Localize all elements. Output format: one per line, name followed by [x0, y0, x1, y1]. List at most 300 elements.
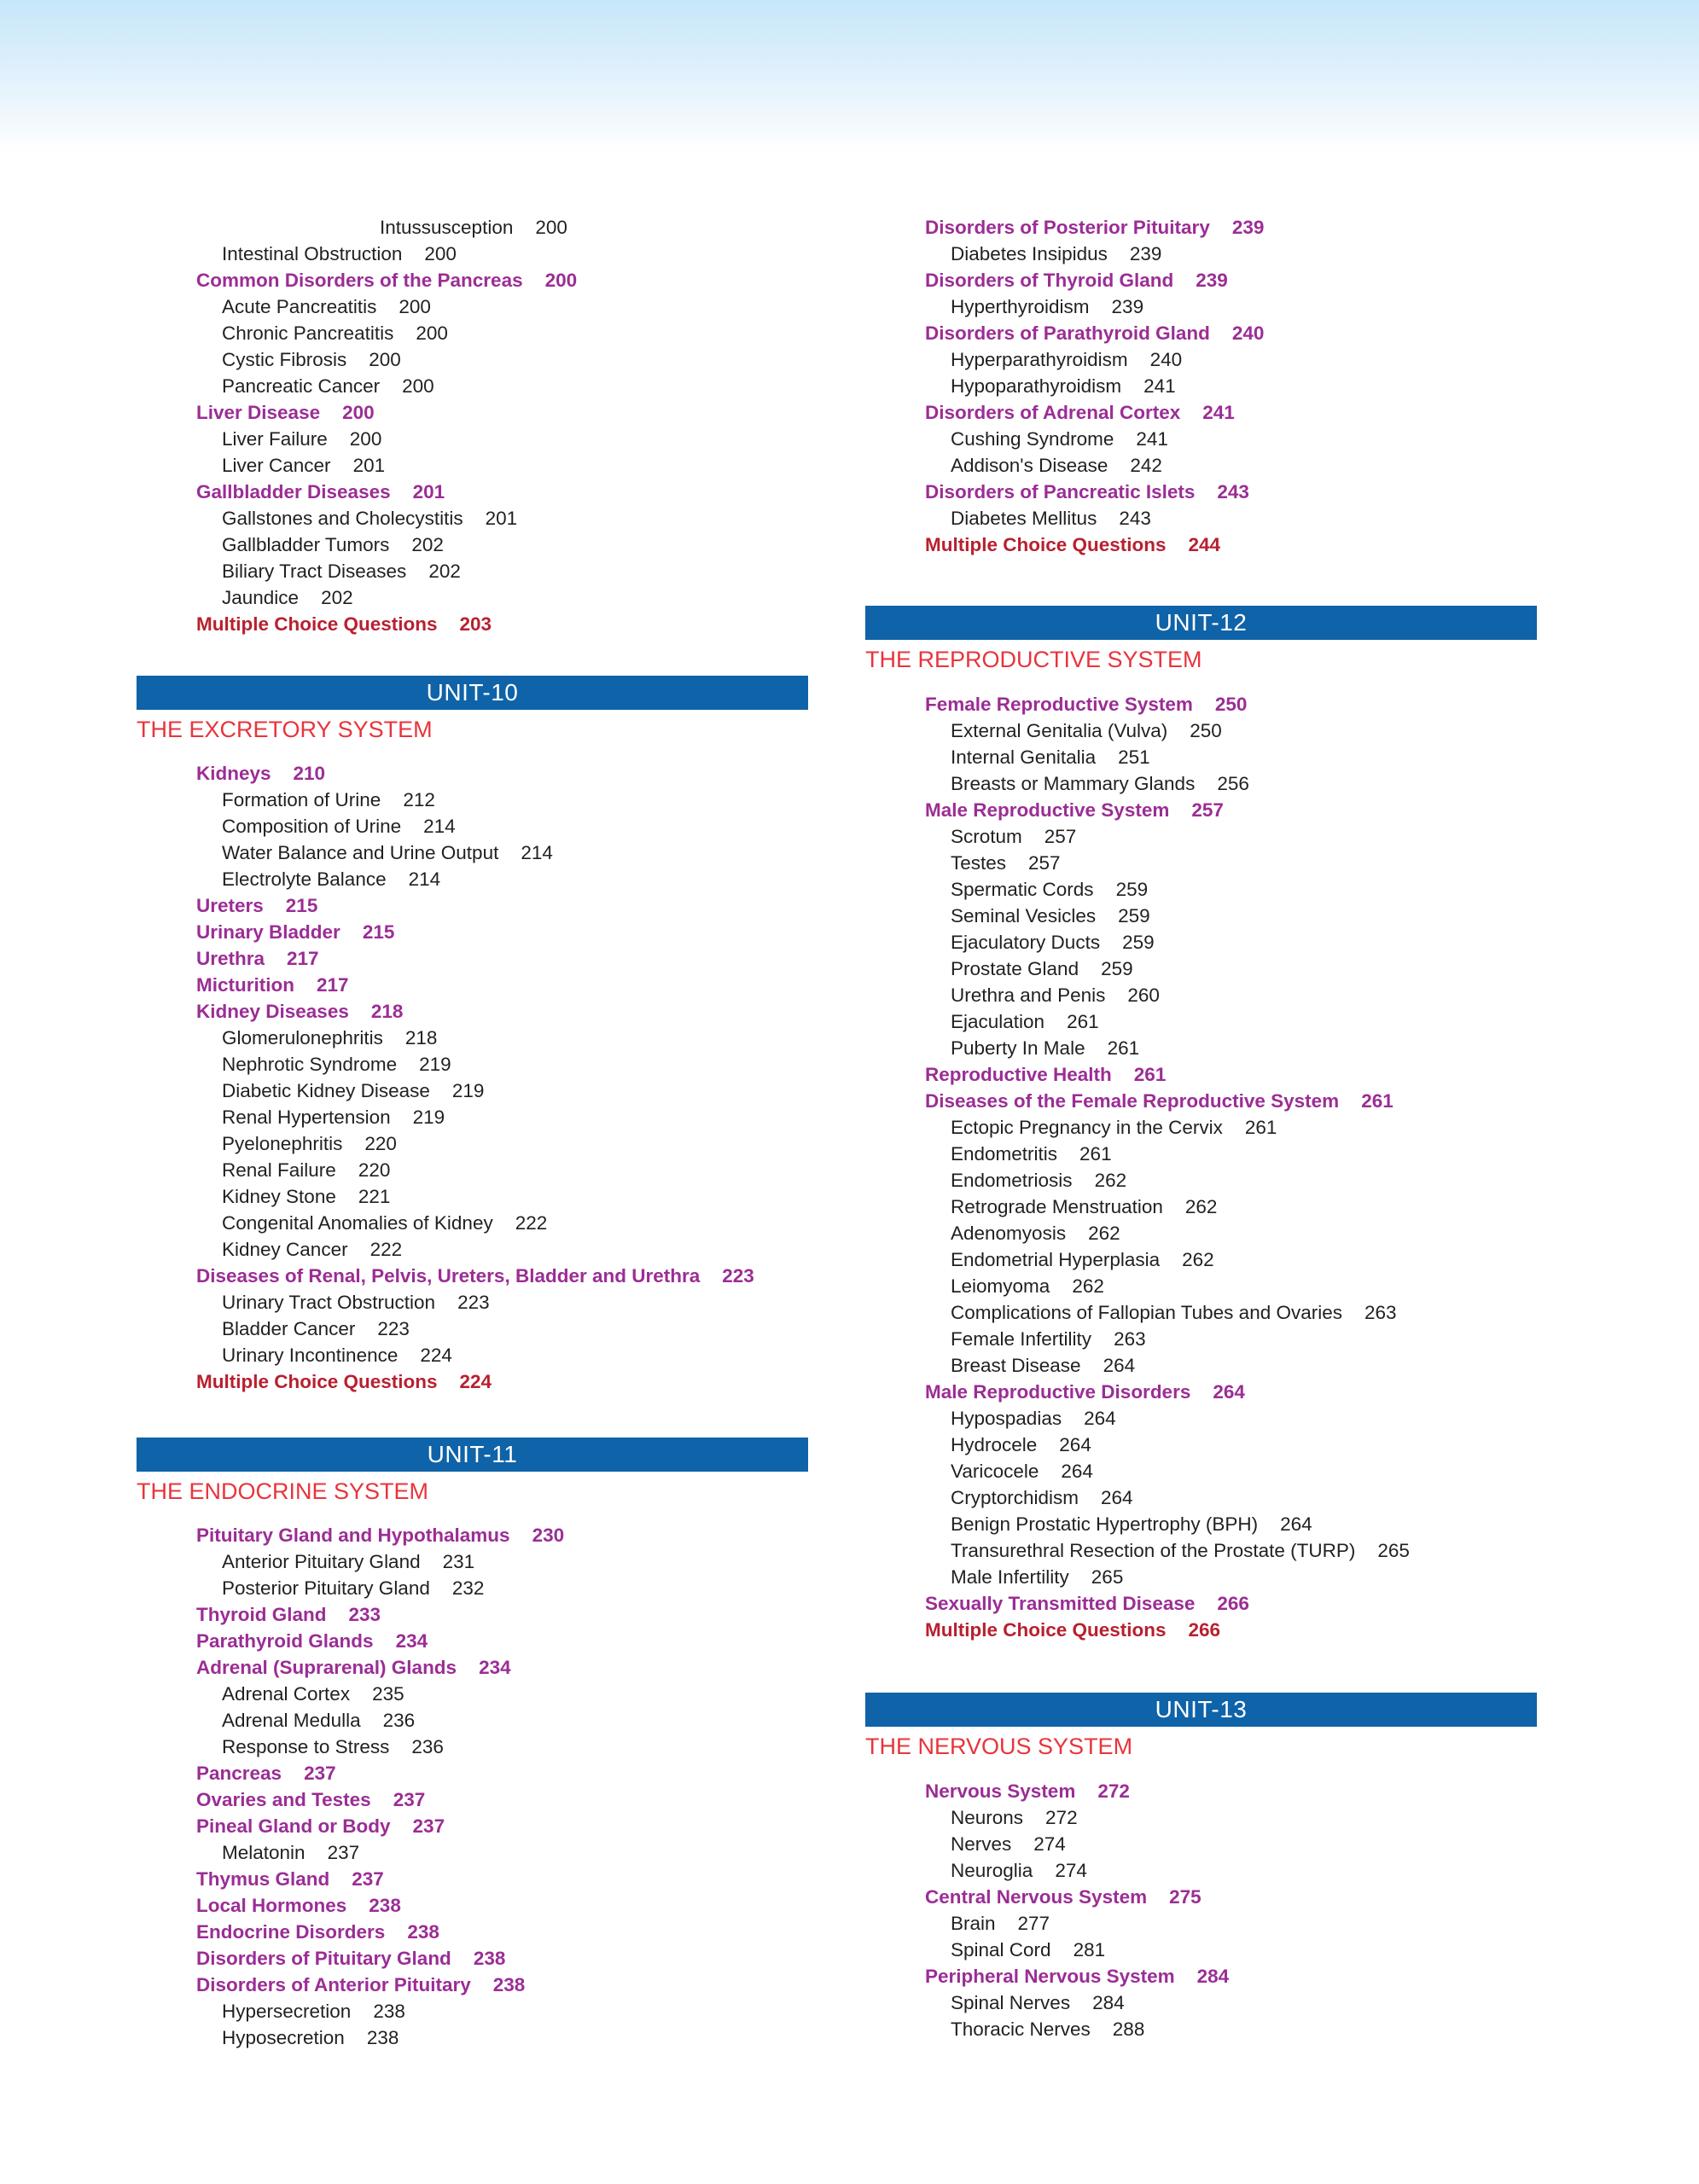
toc-entry-title: Multiple Choice Questions: [196, 1371, 438, 1392]
toc-subentry[interactable]: [865, 1937, 1539, 1963]
toc-section-entry[interactable]: [865, 1884, 1539, 1910]
toc-section-entry[interactable]: [137, 267, 811, 293]
toc-page-number: 220: [358, 1159, 391, 1181]
toc-page-number: 239: [1231, 217, 1265, 238]
toc-section-entry[interactable]: [137, 1654, 811, 1681]
toc-mcq-entry[interactable]: [137, 611, 811, 637]
toc-subentry[interactable]: [137, 1236, 811, 1263]
toc-subentry[interactable]: [137, 1707, 811, 1734]
toc-page-number: 243: [1119, 508, 1151, 529]
toc-section-entry[interactable]: [865, 1590, 1539, 1617]
toc-subentry[interactable]: [137, 531, 811, 558]
toc-entry-title: Melatonin: [222, 1842, 305, 1863]
toc-subentry[interactable]: [137, 505, 811, 531]
toc-page-number: 261: [1361, 1090, 1394, 1112]
toc-entry-title: Hyperthyroidism: [951, 296, 1090, 317]
toc-entry-title: Male Reproductive Disorders: [925, 1381, 1191, 1403]
toc-entry-title: Disorders of Thyroid Gland: [925, 270, 1174, 291]
toc-page-number: 200: [399, 296, 431, 317]
toc-page-number: 218: [370, 1001, 404, 1022]
toc-page-number: 237: [327, 1842, 360, 1863]
toc-subentry[interactable]: [137, 1548, 811, 1575]
continued-toc-list: [137, 214, 811, 637]
toc-entry-title: Thoracic Nerves: [951, 2018, 1091, 2040]
unit-13-toc-list: [865, 1778, 1539, 2042]
toc-page-number: 241: [1202, 402, 1235, 423]
toc-entry-title: Disorders of Adrenal Cortex: [925, 402, 1181, 423]
toc-subentry[interactable]: [137, 426, 811, 452]
toc-page-number: 263: [1114, 1328, 1146, 1350]
toc-subentry[interactable]: [137, 320, 811, 346]
toc-section-entry[interactable]: [865, 1778, 1539, 1804]
toc-entry-title: Urinary Incontinence: [222, 1345, 399, 1366]
toc-page-number: 238: [492, 1974, 526, 1995]
toc-entry-title: Nephrotic Syndrome: [222, 1054, 398, 1075]
unit-12-toc-list: [865, 691, 1539, 1643]
toc-subentry[interactable]: [865, 1831, 1539, 1857]
toc-subentry[interactable]: [865, 1910, 1539, 1937]
toc-page-number: 236: [382, 1710, 416, 1731]
toc-entry-title: Hypersecretion: [222, 2001, 352, 2022]
toc-section-entry[interactable]: [137, 479, 811, 505]
toc-subentry[interactable]: [137, 1051, 811, 1077]
unit-11-toc-list: [137, 1522, 811, 2051]
toc-subentry[interactable]: [137, 1183, 811, 1210]
toc-page-number: 259: [1101, 958, 1133, 979]
toc-subentry[interactable]: [865, 1857, 1539, 1884]
toc-entry-title: Composition of Urine: [222, 816, 402, 837]
toc-subentry[interactable]: [865, 373, 1539, 399]
toc-subentry[interactable]: [865, 1035, 1539, 1061]
toc-page-number: 262: [1094, 1170, 1127, 1191]
toc-page-number: 244: [1188, 534, 1221, 555]
toc-subentry[interactable]: [865, 1220, 1539, 1246]
toc-section-entry[interactable]: [137, 1522, 811, 1548]
toc-section-entry[interactable]: [137, 1945, 811, 1972]
toc-subentry[interactable]: [137, 839, 811, 866]
toc-section-entry[interactable]: [137, 1628, 811, 1654]
toc-page-number: 262: [1072, 1275, 1104, 1297]
toc-entry-title: Ovaries and Testes: [196, 1789, 371, 1810]
toc-entry-title: Female Infertility: [951, 1328, 1092, 1350]
toc-entry-title: Diseases of the Female Reproductive System: [925, 1090, 1340, 1112]
toc-page-number: 237: [412, 1815, 445, 1837]
toc-page-number: 212: [403, 789, 435, 810]
toc-section-entry[interactable]: [865, 267, 1539, 293]
toc-section-entry[interactable]: [137, 1866, 811, 1892]
toc-entry-title: Pituitary Gland and Hypothalamus: [196, 1525, 510, 1546]
toc-subentry[interactable]: [137, 1104, 811, 1130]
toc-entry-title: Multiple Choice Questions: [196, 613, 438, 635]
toc-entry-title: Benign Prostatic Hypertrophy (BPH): [951, 1513, 1259, 1535]
toc-entry-title: Retrograde Menstruation: [951, 1196, 1163, 1217]
toc-mcq-entry[interactable]: [865, 1617, 1539, 1643]
toc-section-entry[interactable]: [865, 1061, 1539, 1088]
toc-section-entry[interactable]: [137, 1786, 811, 1813]
toc-subentry[interactable]: [865, 241, 1539, 267]
toc-page-number: 250: [1190, 720, 1222, 741]
toc-entry-title: Pancreatic Cancer: [222, 375, 381, 397]
toc-entry-title: Neurons: [951, 1807, 1024, 1828]
toc-subentry[interactable]: [137, 1734, 811, 1760]
toc-section-entry[interactable]: [137, 1760, 811, 1786]
toc-entry-title: Response to Stress: [222, 1736, 390, 1757]
toc-entry-title: Intussusception: [380, 217, 514, 238]
toc-subentry[interactable]: [865, 1273, 1539, 1299]
toc-subentry[interactable]: [865, 850, 1539, 876]
toc-subentry[interactable]: [865, 1511, 1539, 1537]
toc-section-entry[interactable]: [137, 1972, 811, 1998]
toc-section-entry[interactable]: [137, 399, 811, 426]
toc-entry-title: Cushing Syndrome: [951, 428, 1114, 450]
toc-subentry[interactable]: [865, 1299, 1539, 1326]
toc-subentry[interactable]: [865, 1141, 1539, 1167]
toc-entry-title: Liver Cancer: [222, 455, 331, 476]
toc-entry-title: Addison's Disease: [951, 455, 1108, 476]
toc-page-number: 214: [521, 842, 553, 863]
toc-page-number: 237: [393, 1789, 426, 1810]
toc-subentry[interactable]: [865, 903, 1539, 929]
toc-page-number: 262: [1184, 1196, 1218, 1217]
toc-page-number: 264: [1103, 1355, 1136, 1376]
toc-section-entry[interactable]: [137, 892, 811, 919]
toc-entry-title: Disorders of Anterior Pituitary: [196, 1974, 471, 1995]
toc-entry-title: Urinary Tract Obstruction: [222, 1292, 436, 1313]
toc-subentry[interactable]: [137, 1289, 811, 1316]
toc-page-number: 288: [1112, 2018, 1145, 2040]
toc-entry-title: Renal Failure: [222, 1159, 336, 1181]
toc-entry-title: Cystic Fibrosis: [222, 349, 347, 370]
toc-subentry[interactable]: [865, 956, 1539, 982]
toc-subentry[interactable]: [137, 1681, 811, 1707]
toc-page-number: 272: [1045, 1807, 1078, 1828]
toc-section-entry[interactable]: [865, 691, 1539, 717]
toc-subentry[interactable]: [865, 1458, 1539, 1484]
toc-page-number: 220: [364, 1133, 397, 1154]
toc-subentry[interactable]: [137, 2024, 811, 2051]
toc-page-number: 238: [366, 2027, 399, 2048]
toc-entry-title: Brain: [951, 1913, 996, 1934]
toc-page-number: 238: [369, 1895, 401, 1916]
continued-toc-list-right: [865, 214, 1539, 558]
toc-entry-title: Neuroglia: [951, 1860, 1033, 1881]
toc-page-number: 202: [411, 534, 444, 555]
toc-page-number: 231: [442, 1551, 475, 1572]
toc-page-number: 262: [1182, 1249, 1214, 1270]
toc-page-number: 272: [1097, 1780, 1130, 1802]
toc-entry-title: Jaundice: [222, 587, 300, 608]
toc-page-number: 265: [1091, 1566, 1124, 1588]
toc-page-number: 238: [373, 2001, 405, 2022]
toc-subentry[interactable]: [865, 1564, 1539, 1590]
toc-section-entry[interactable]: [865, 479, 1539, 505]
toc-page-number: 251: [1118, 746, 1150, 768]
toc-page-number: 284: [1196, 1966, 1230, 1987]
toc-mcq-entry[interactable]: [137, 1368, 811, 1395]
toc-page-number: 219: [451, 1080, 485, 1101]
unit-12-title: THE REPRODUCTIVE SYSTEM: [865, 647, 1202, 672]
toc-section-entry[interactable]: [137, 998, 811, 1025]
toc-entry-title: Reproductive Health: [925, 1064, 1112, 1085]
toc-page-number: 266: [1217, 1593, 1249, 1614]
toc-entry-title: Prostate Gland: [951, 958, 1079, 979]
toc-page-number: 201: [412, 481, 445, 502]
toc-subentry[interactable]: [865, 1326, 1539, 1352]
toc-subentry[interactable]: [865, 1484, 1539, 1511]
toc-entry-title: Pancreas: [196, 1763, 282, 1784]
toc-subentry[interactable]: [137, 1025, 811, 1051]
toc-subentry[interactable]: [865, 982, 1539, 1008]
toc-entry-title: Scrotum: [951, 826, 1022, 847]
toc-page-number: 264: [1059, 1434, 1091, 1455]
toc-subentry[interactable]: [865, 1537, 1539, 1564]
toc-entry-title: Pyelonephritis: [222, 1133, 343, 1154]
toc-subentry[interactable]: [865, 876, 1539, 903]
toc-entry-title: Acute Pancreatitis: [222, 296, 377, 317]
toc-entry-title: Endometritis: [951, 1143, 1058, 1165]
toc-subentry[interactable]: [865, 426, 1539, 452]
toc-entry-title: Adrenal (Suprarenal) Glands: [196, 1657, 457, 1678]
toc-page-number: 262: [1088, 1223, 1120, 1244]
unit-10-toc-list: [137, 760, 811, 1395]
toc-entry-title: Micturition: [196, 974, 294, 996]
toc-entry-title: Formation of Urine: [222, 789, 381, 810]
toc-page-number: 259: [1115, 879, 1149, 900]
toc-subentry[interactable]: [865, 1194, 1539, 1220]
toc-subentry[interactable]: [865, 452, 1539, 479]
toc-subentry[interactable]: [865, 1432, 1539, 1458]
toc-subentry[interactable]: [865, 1804, 1539, 1831]
toc-entry-title: Breasts or Mammary Glands: [951, 773, 1196, 794]
toc-subentry[interactable]: [865, 346, 1539, 373]
toc-entry-title: Diabetes Insipidus: [951, 243, 1108, 264]
unit-12-header: UNIT-12: [865, 606, 1537, 640]
toc-subentry[interactable]: [137, 1210, 811, 1236]
toc-subentry[interactable]: [137, 813, 811, 839]
toc-page-number: 257: [1044, 826, 1077, 847]
toc-entry-title: Adrenal Cortex: [222, 1683, 351, 1705]
toc-subentry[interactable]: [137, 1130, 811, 1157]
toc-page-number: 222: [369, 1239, 403, 1260]
toc-section-entry[interactable]: [137, 919, 811, 945]
toc-entry-title: Varicocele: [951, 1461, 1039, 1482]
toc-entry-title: Hypospadias: [951, 1408, 1062, 1429]
toc-entry-title: Gallbladder Tumors: [222, 534, 390, 555]
toc-page-number: 235: [372, 1683, 404, 1705]
toc-subentry[interactable]: [865, 2016, 1539, 2042]
toc-subentry[interactable]: [865, 1008, 1539, 1035]
unit-13-title: THE NERVOUS SYSTEM: [865, 1734, 1133, 1759]
toc-page-number: 242: [1130, 455, 1162, 476]
toc-entry-title: Disorders of Posterior Pituitary: [925, 217, 1210, 238]
toc-page-number: 234: [479, 1657, 511, 1678]
toc-subentry[interactable]: [865, 1114, 1539, 1141]
toc-subentry[interactable]: [137, 1575, 811, 1601]
toc-section-entry[interactable]: [137, 1601, 811, 1628]
toc-entry-title: Spinal Nerves: [951, 1992, 1071, 2013]
toc-page-number: 239: [1196, 270, 1228, 291]
toc-entry-title: Thymus Gland: [196, 1868, 330, 1890]
toc-subentry[interactable]: [865, 1167, 1539, 1194]
toc-entry-title: Diabetic Kidney Disease: [222, 1080, 430, 1101]
toc-mcq-entry[interactable]: [865, 531, 1539, 558]
toc-section-entry[interactable]: [865, 1963, 1539, 1989]
toc-page-number: 223: [457, 1292, 490, 1313]
toc-section-entry[interactable]: [137, 1892, 811, 1919]
toc-entry-title: Glomerulonephritis: [222, 1027, 383, 1048]
toc-entry-title: Nervous System: [925, 1780, 1076, 1802]
toc-entry-title: Nerves: [951, 1833, 1012, 1855]
toc-entry-title: Spermatic Cords: [951, 879, 1094, 900]
toc-entry-title: Adrenal Medulla: [222, 1710, 361, 1731]
toc-page-number: 221: [358, 1186, 391, 1207]
toc-subentry[interactable]: [865, 770, 1539, 797]
toc-entry-title: Female Reproductive System: [925, 694, 1193, 715]
toc-page-number: 257: [1191, 799, 1224, 821]
toc-subentry[interactable]: [865, 1352, 1539, 1379]
toc-page-number: 200: [342, 402, 375, 423]
toc-page-number: 241: [1143, 375, 1176, 397]
toc-section-entry[interactable]: [137, 1919, 811, 1945]
toc-entry-title: Congenital Anomalies of Kidney: [222, 1212, 493, 1234]
toc-subentry[interactable]: [137, 214, 811, 241]
toc-entry-title: Liver Failure: [222, 428, 328, 450]
toc-subentry[interactable]: [137, 558, 811, 584]
toc-section-entry[interactable]: [137, 1263, 811, 1289]
toc-subentry[interactable]: [137, 241, 811, 267]
toc-page-number: 237: [304, 1763, 336, 1784]
toc-subentry[interactable]: [865, 823, 1539, 850]
toc-page-number: 202: [321, 587, 353, 608]
toc-page-number: 200: [424, 243, 457, 264]
toc-page-number: 264: [1101, 1487, 1133, 1508]
toc-entry-title: Hyperparathyroidism: [951, 349, 1128, 370]
toc-page-number: 200: [544, 270, 578, 291]
toc-section-entry[interactable]: [865, 1088, 1539, 1114]
toc-entry-title: Testes: [951, 852, 1007, 874]
toc-page-number: 266: [1188, 1619, 1221, 1641]
toc-section-entry[interactable]: [137, 972, 811, 998]
toc-subentry[interactable]: [137, 346, 811, 373]
toc-entry-title: Diabetes Mellitus: [951, 508, 1097, 529]
toc-page-number: 240: [1231, 322, 1265, 344]
toc-entry-title: Puberty In Male: [951, 1037, 1085, 1059]
toc-subentry[interactable]: [865, 717, 1539, 744]
toc-section-entry[interactable]: [865, 399, 1539, 426]
toc-page-number: 264: [1280, 1513, 1312, 1535]
toc-entry-title: Ejaculatory Ducts: [951, 932, 1101, 953]
toc-page-number: 261: [1107, 1037, 1140, 1059]
toc-subentry[interactable]: [865, 293, 1539, 320]
toc-page-number: 234: [395, 1630, 428, 1652]
toc-page-number: 261: [1067, 1011, 1099, 1032]
toc-page-number: 201: [485, 508, 518, 529]
toc-entry-title: Water Balance and Urine Output: [222, 842, 499, 863]
toc-page-number: 233: [348, 1604, 381, 1625]
toc-page-number: 224: [420, 1345, 452, 1366]
toc-entry-title: Male Reproductive System: [925, 799, 1170, 821]
toc-subentry[interactable]: [137, 866, 811, 892]
toc-page-number: 202: [428, 561, 461, 582]
toc-subentry[interactable]: [137, 373, 811, 399]
toc-page-number: 239: [1111, 296, 1144, 317]
toc-entry-title: Thyroid Gland: [196, 1604, 327, 1625]
toc-section-entry[interactable]: [137, 1813, 811, 1839]
toc-page-number: 259: [1118, 905, 1150, 926]
toc-entry-title: Ectopic Pregnancy in the Cervix: [951, 1117, 1223, 1138]
toc-subentry[interactable]: [865, 929, 1539, 956]
toc-page-number: 238: [407, 1921, 439, 1943]
toc-entry-title: Urinary Bladder: [196, 921, 340, 943]
toc-subentry[interactable]: [137, 293, 811, 320]
toc-page-number: 215: [362, 921, 395, 943]
toc-subentry[interactable]: [137, 1077, 811, 1104]
toc-page-number: 240: [1149, 349, 1183, 370]
toc-subentry[interactable]: [137, 787, 811, 813]
toc-section-entry[interactable]: [865, 320, 1539, 346]
toc-subentry[interactable]: [865, 1989, 1539, 2016]
toc-subentry[interactable]: [137, 584, 811, 611]
toc-section-entry[interactable]: [137, 760, 811, 787]
toc-subentry[interactable]: [137, 1316, 811, 1342]
toc-entry-title: Ejaculation: [951, 1011, 1045, 1032]
toc-entry-title: Pineal Gland or Body: [196, 1815, 391, 1837]
toc-page-number: 260: [1127, 985, 1160, 1006]
toc-page-number: 264: [1084, 1408, 1116, 1429]
toc-subentry[interactable]: [865, 1405, 1539, 1432]
toc-page-number: 200: [535, 217, 567, 238]
toc-page-number: 203: [459, 613, 492, 635]
toc-subentry[interactable]: [137, 452, 811, 479]
toc-subentry[interactable]: [865, 505, 1539, 531]
toc-page-number: 243: [1217, 481, 1249, 502]
toc-entry-title: Transurethral Resection of the Prostate (TURP): [951, 1540, 1356, 1561]
toc-page-number: 264: [1061, 1461, 1093, 1482]
toc-section-entry[interactable]: [865, 214, 1539, 241]
toc-entry-title: Gallstones and Cholecystitis: [222, 508, 463, 529]
toc-page-number: 230: [532, 1525, 565, 1546]
toc-subentry[interactable]: [137, 1157, 811, 1183]
toc-subentry[interactable]: [865, 1246, 1539, 1273]
toc-subentry[interactable]: [137, 1998, 811, 2024]
toc-subentry[interactable]: [137, 1839, 811, 1866]
toc-entry-title: Posterior Pituitary Gland: [222, 1577, 430, 1599]
toc-section-entry[interactable]: [137, 945, 811, 972]
toc-page-number: 275: [1169, 1886, 1202, 1908]
unit-11-title: THE ENDOCRINE SYSTEM: [137, 1478, 429, 1504]
top-gradient-band: [0, 0, 1699, 154]
toc-page-number: 281: [1073, 1939, 1106, 1960]
toc-subentry[interactable]: [137, 1342, 811, 1368]
toc-entry-title: Local Hormones: [196, 1895, 347, 1916]
toc-page-number: 210: [293, 763, 326, 784]
toc-page-number: 218: [404, 1027, 438, 1048]
toc-entry-title: Male Infertility: [951, 1566, 1069, 1588]
toc-page-number: 224: [459, 1371, 492, 1392]
toc-page-number: 200: [349, 428, 382, 450]
toc-section-entry[interactable]: [865, 1379, 1539, 1405]
toc-entry-title: Kidney Cancer: [222, 1239, 348, 1260]
toc-section-entry[interactable]: [865, 797, 1539, 823]
toc-page-number: 257: [1028, 852, 1061, 874]
toc-page-number: 200: [402, 375, 434, 397]
toc-subentry[interactable]: [865, 744, 1539, 770]
toc-page-number: 223: [377, 1318, 410, 1339]
toc-entry-title: Disorders of Pituitary Gland: [196, 1948, 451, 1969]
toc-entry-title: Sexually Transmitted Disease: [925, 1593, 1196, 1614]
toc-page-number: 219: [412, 1107, 445, 1128]
toc-entry-title: Cryptorchidism: [951, 1487, 1079, 1508]
